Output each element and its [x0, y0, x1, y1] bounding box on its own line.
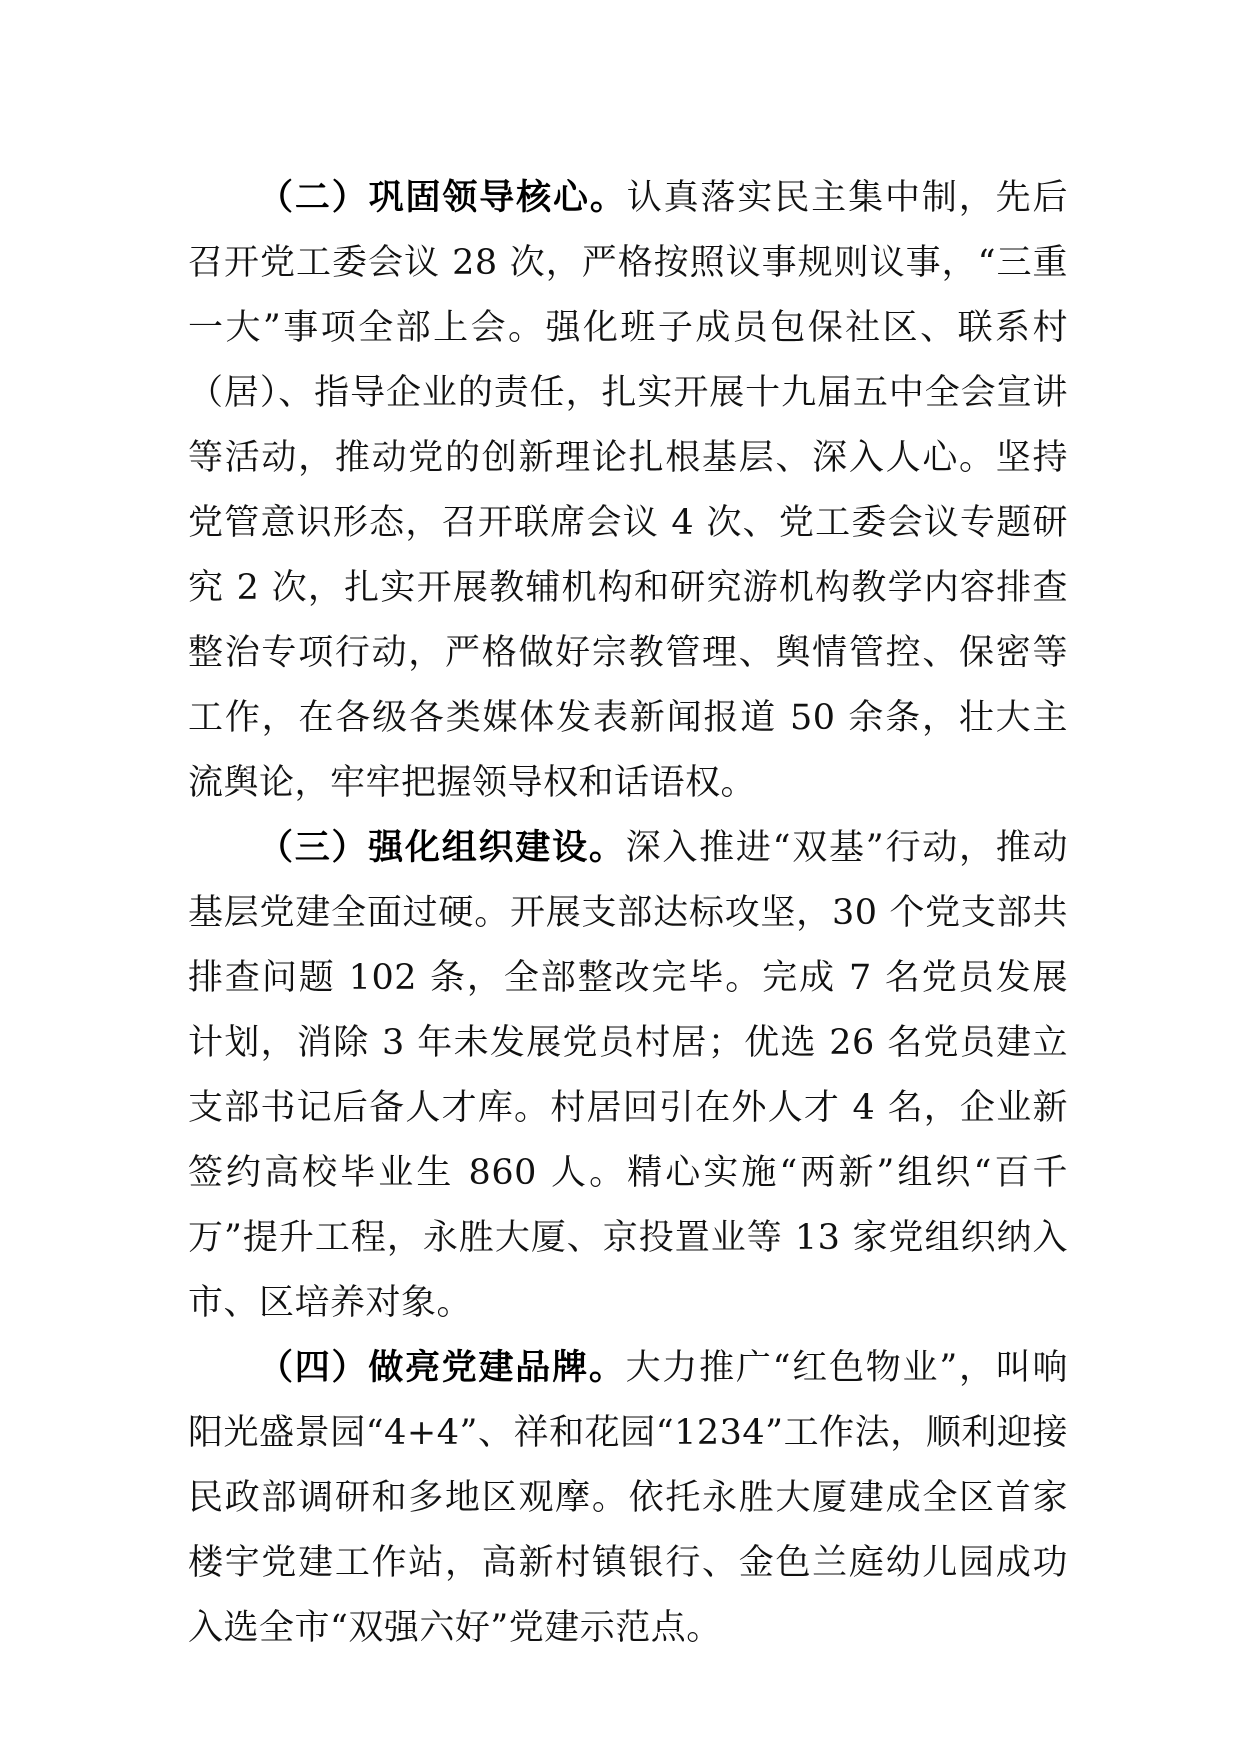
paragraph-text: 认真落实民主集中制，先后召开党工委会议 28 次，严格按照议事规则议事，“三重一大”事项全部上会。强化班子成员包保社区、联系村（居）、指导企业的责任，扎实开展十九届五中全会宣讲等活动，推动党的创新理论扎根基层、深入人心。坚持党管意识形态，召开联席会议 4 次、党工委会议专题研究 2 次，扎实开展教辅机构和研究游机构教学内容排查整治专项行动，严格做好宗教管理、舆情管控、保密等工作，在各级各类媒体发表新闻报道 50 余条，壮大主流舆论，牢牢把握领导权和话语权。 [188, 178, 1068, 803]
paragraph-consolidate-leadership [188, 166, 1068, 816]
paragraph-strengthen-organization [188, 816, 1068, 1336]
paragraph-text: 大力推广“红色物业”，叫响阳光盛景园“4+4”、祥和花园“1234”工作法，顺利迎接民政部调研和多地区观摩。依托永胜大厦建成全区首家楼宇党建工作站，高新村镇银行、金色兰庭幼儿园成功入选全市“双强六好”党建示范点。 [188, 1348, 1068, 1648]
paragraph-heading: （四）做亮党建品牌。 [258, 1348, 626, 1388]
document-body [188, 166, 1068, 1661]
paragraph-text: 深入推进“双基”行动，推动基层党建全面过硬。开展支部达标攻坚，30 个党支部共排查问题 102 条，全部整改完毕。完成 7 名党员发展计划，消除 3 年未发展党员村居；优选 26 名党员建立支部书记后备人才库。村居回引在外人才 4 名，企业新签约高校毕业生 860 人。精心实施“两新”组织“百千万”提升工程，永胜大厦、京投置业等 13 家党组织纳入市、区培养对象。 [188, 828, 1068, 1323]
paragraph-party-brand [188, 1336, 1068, 1661]
paragraph-heading: （二）巩固领导核心。 [258, 178, 627, 218]
paragraph-heading: （三）强化组织建设。 [258, 828, 626, 868]
